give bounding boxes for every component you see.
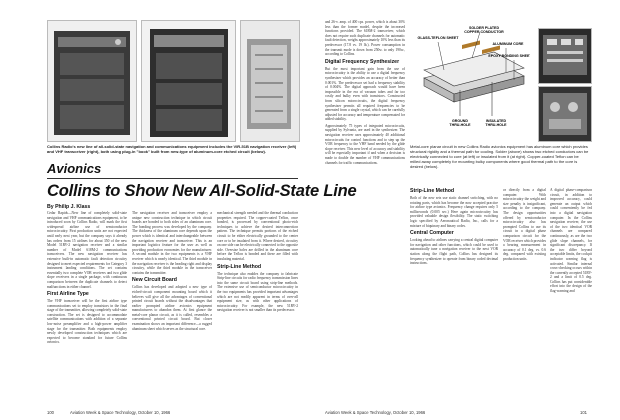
circuit-book-image — [241, 21, 299, 141]
right-column-4 — [550, 188, 592, 402]
label-ground-thru-hole: GROUND THRU-HOLE — [449, 119, 471, 128]
right-column-3 — [503, 188, 546, 402]
right-col1c-text: Approximately 75 types of integrated microcircuits, supplied by Sylvania, are used in the synthesizer. The navigation receiver uses approximately 40 additional microcircuits for control functions and to step up the VOR frequency to the VHF band needed by the glide slope receiver. This new level of accuracy and stability will be especially important if and when a decision is made to double the number of VHF communications channels for traffic communications. — [325, 123, 405, 165]
left-col1b-text: The VHF transceiver will be the first airline type communications set to employ transistors in the final stage of the transmitter, allowing completely solid-state construction. The set is designed to accommodate satellite communications with addition of a separate low-noise preamplifier and a high-power amplifier stage for the transmitter. Both equipments employ newly developed construction techniques which are expected to become standard for future Collins avionics. — [47, 299, 127, 345]
label-solder: SOLDER PLATED COPPER CONDUCTOR — [464, 26, 504, 35]
label-insulated-thru-hole: INSULATED THRU-HOLE — [485, 119, 507, 128]
right-column-1 — [325, 20, 405, 402]
metal-core-diagram — [410, 20, 530, 138]
circuit-book-photo — [240, 20, 300, 142]
metal-core-diagram-svg — [410, 20, 530, 138]
page-number-left: 100 — [47, 410, 54, 415]
section-label: Avionics — [47, 161, 102, 176]
footer-magazine-right: Aviation Week & Space Technology, October 10, 1966 — [325, 410, 426, 415]
footer-magazine-left: Aviation Week & Space Technology, October 10, 1966 — [70, 410, 171, 415]
article-title: Collins to Show New All-Solid-State Line — [47, 182, 357, 200]
left-col2-text: The navigation receiver and transceiver employ a unique new construction technique in which circuit boards are bonded to both sides of an aluminum core. The bonding process was developed by the company. The thickness of the aluminum core depends upon the power which is identical and interchangeable between the navigation receiver and transceiver. This is an important logistics feature for the user as well as providing production economies for the manufacturer. A second module in the two equipments is a VHF receiver which is nearly identical. The third module in the navigation receiver is the heading right and display circuitry, while the third module in the transceiver contains the transmitter. — [132, 211, 212, 275]
right-col1b-text: But the most important gain from the use of microcircuitry is the ability to use a digital frequency synthesizer which provides an accuracy of better than 0.001%. The predecessor set had a frequency stability of 0.004%. The digital approach would have been impossible in the era of vacuum tubes and far too costly and bulky even with transistors. Constructed from silicon microcircuits, the digital frequency synthesizer permits all required frequencies to be generated from a single crystal, which can be carefully adjusted for accuracy and temperature compensated for added stability. — [325, 66, 405, 122]
subhead-first-airline: First Airline Type — [47, 291, 89, 298]
subhead-strip-line: Strip-Line Method — [217, 263, 262, 270]
label-aluminum-core: ALUMINUM CORE — [492, 42, 524, 46]
left-col2b-text: Collins has developed and adopted a new type of etched-circuit component mounting board which it believes will give all the advantages of conventional printed circuit boards without the disadvantages that earlier prompted airline avionics equipment manufacturers to abandon them. At first glance the metal-core planar circuit, as it is called, resembles a conventional printed circuit board. But closer examination shows an important difference—a rugged aluminum sheet which serves as the structural core. — [132, 285, 212, 331]
subhead-strip-line-2: Strip-Line Method — [410, 188, 455, 194]
right-col1-text: and 26-v. amp. of 400 cps. power, which is about 30% less than the former model, despite the increased functions provided. The 618M-2 transceiver, which does not require such duplicate channels for automatic fault detection, weighs approximately 10% less than its predecessor (17.8 vs. 19 lb.). Power consumption in the transmit mode is down from 250w. to only 190w., according to Collins. — [325, 20, 405, 57]
page-number-right: 101 — [580, 410, 587, 415]
circuit-board-photo-1 — [538, 28, 592, 84]
label-glass-teflon: GLASS-TEFLON SHEET — [417, 36, 459, 40]
navigation-receiver-image — [48, 21, 136, 141]
subhead-new-circuit-board: New Circuit Board — [132, 277, 177, 284]
right-column-2 — [410, 188, 498, 402]
circuit-board-image-1 — [539, 29, 591, 83]
right-col2b-text: Looking ahead to airlines carrying a central digital computer for navigation and other functions, which could be used to automatically tune a navigation receiver to the next VOR station along the flight path, Collins has designed its frequency synthesizer to operate from binary coded decimal instructions. — [410, 238, 498, 266]
label-epoxy: EPOXY BONDING SHEET — [488, 54, 530, 58]
vhf-transceiver-image — [142, 21, 235, 141]
section-rule — [47, 178, 298, 179]
navigation-receiver-photo — [47, 20, 137, 142]
diagram-caption: Metal-core planar circuit in new Collins Radio avionics equipment has aluminum core which provides structural rigidity and a thermal path for cooling. Solder (above) shows two etched conductors can be electrically connected to core (at left) or insulated from it (at right). Copper-coated Teflon can be milled away completely for mounting bulky components where good thermal path to the core is desired (below). — [410, 144, 589, 169]
circuit-board-image-2 — [539, 87, 591, 141]
left-column-3 — [217, 211, 298, 407]
byline: By Philip J. Klass — [47, 204, 91, 210]
circuit-board-photo-2 — [538, 86, 592, 142]
right-col4-text: A digital phase-comparison circuit, in addition to improved accuracy, could generate an output which could conveniently be fed into a digital navigation computer. In the Collins navigation receiver, the use of the two identical VOR channels are compared continuously, as are the two glide slope channels, for significant discrepancy. If the two differ beyond acceptable limits, the cockpit indicator warning flag is activated. Similar internal cross-checking occurs within the currently accepted 51RV-2 and a limit of 0.5 deg. Collins has put considerable effort into the design of the flag-warning and — [550, 188, 592, 294]
left-column-2 — [132, 211, 212, 407]
subhead-digital-synthesizer: Digital Frequency Synthesizer — [325, 58, 400, 65]
left-col1-text: Cedar Rapids—New line of completely solid-state navigation and VHF communications equipment, to be introduced soon by Collins Radio, will mark the first widespread airline use of semiconductor microcircuitry. First production units are not expected until early next year, but the company says it already has orders from 15 airlines for about 350 of the new Model 51RV-2 navigation receiver and a similar number of Model 618M-2 communications transceivers. The new navigation receiver has extensive built-in automatic fault detection circuitry designed to meet expected requirements for Category 3 instrument landing conditions. The set contains essentially two complete VOR receivers and two glide slope receivers in a single package, with continuous comparison between the duplicate channels to detect malfunctions in either channel. — [47, 211, 127, 289]
subhead-central-computer: Central Computer — [410, 230, 454, 237]
left-col3-text: mechanical strength needed and the thermal conduction properties required. The copper-coated Teflon, once bonded, is processed by conventional photo-etch techniques to achieve the desired interconnection pattern. The technique permits portions of the etched circuit to be either electrically grounded to the center core or to be insulated from it. Where desired, circuitry on one side can be electrically connected to the opposite side. Oversize holes are drilled in the aluminum core before the Teflon is bonded and these are filled with insulating material. — [217, 211, 298, 261]
right-col2-text: Both of the new sets use static channel switching, with no rotating parts, which has become the now accepted practice for airline type avionics. Frequency change requires only 5 milliseconds (0.005 sec.) Here again microcircuitry has provided valuable design flexibility. The static switching logic specified by Aeronautical Radio, Inc., calls for a mixture of biquinary and binary codes. — [410, 196, 498, 228]
photo-caption: Collins Radio's new line of all-solid-state navigation and communications equipment includes the VIR-51B navigation receiver (left) and VHF transceiver (right), both using plug-in "book" built from new-type of aluminum-core etched circuit (below). — [47, 144, 297, 154]
left-column-1 — [47, 211, 127, 407]
vhf-transceiver-photo — [141, 20, 236, 142]
left-col3b-text: The technique also enables the company to fabricate Strip-line circuits for radio frequency transmission lines into the same circuit board using strip-line methods. The extensive use of semiconductor microcircuitry in the two equipments has provided important advantages which are not readily apparent in terms of over-all equipment size, as with other applications of microcircuitry. For example, the new 51RV-2 navigation receiver is not smaller than its predecessor. — [217, 271, 298, 313]
right-col3-text: or directly from a digital computer. With microcircuitry the weight and size penalty is insignificant, according to the company. The design opportunities offered by semiconductor microcircuitry also has prompted Collins to use its circuit in a digital phase comparison circuit for the VOR receiver which provides a bearing measurement in accuracy of 0.1 deg. vs. 0.6 deg. compared with existing production units. — [503, 188, 546, 261]
